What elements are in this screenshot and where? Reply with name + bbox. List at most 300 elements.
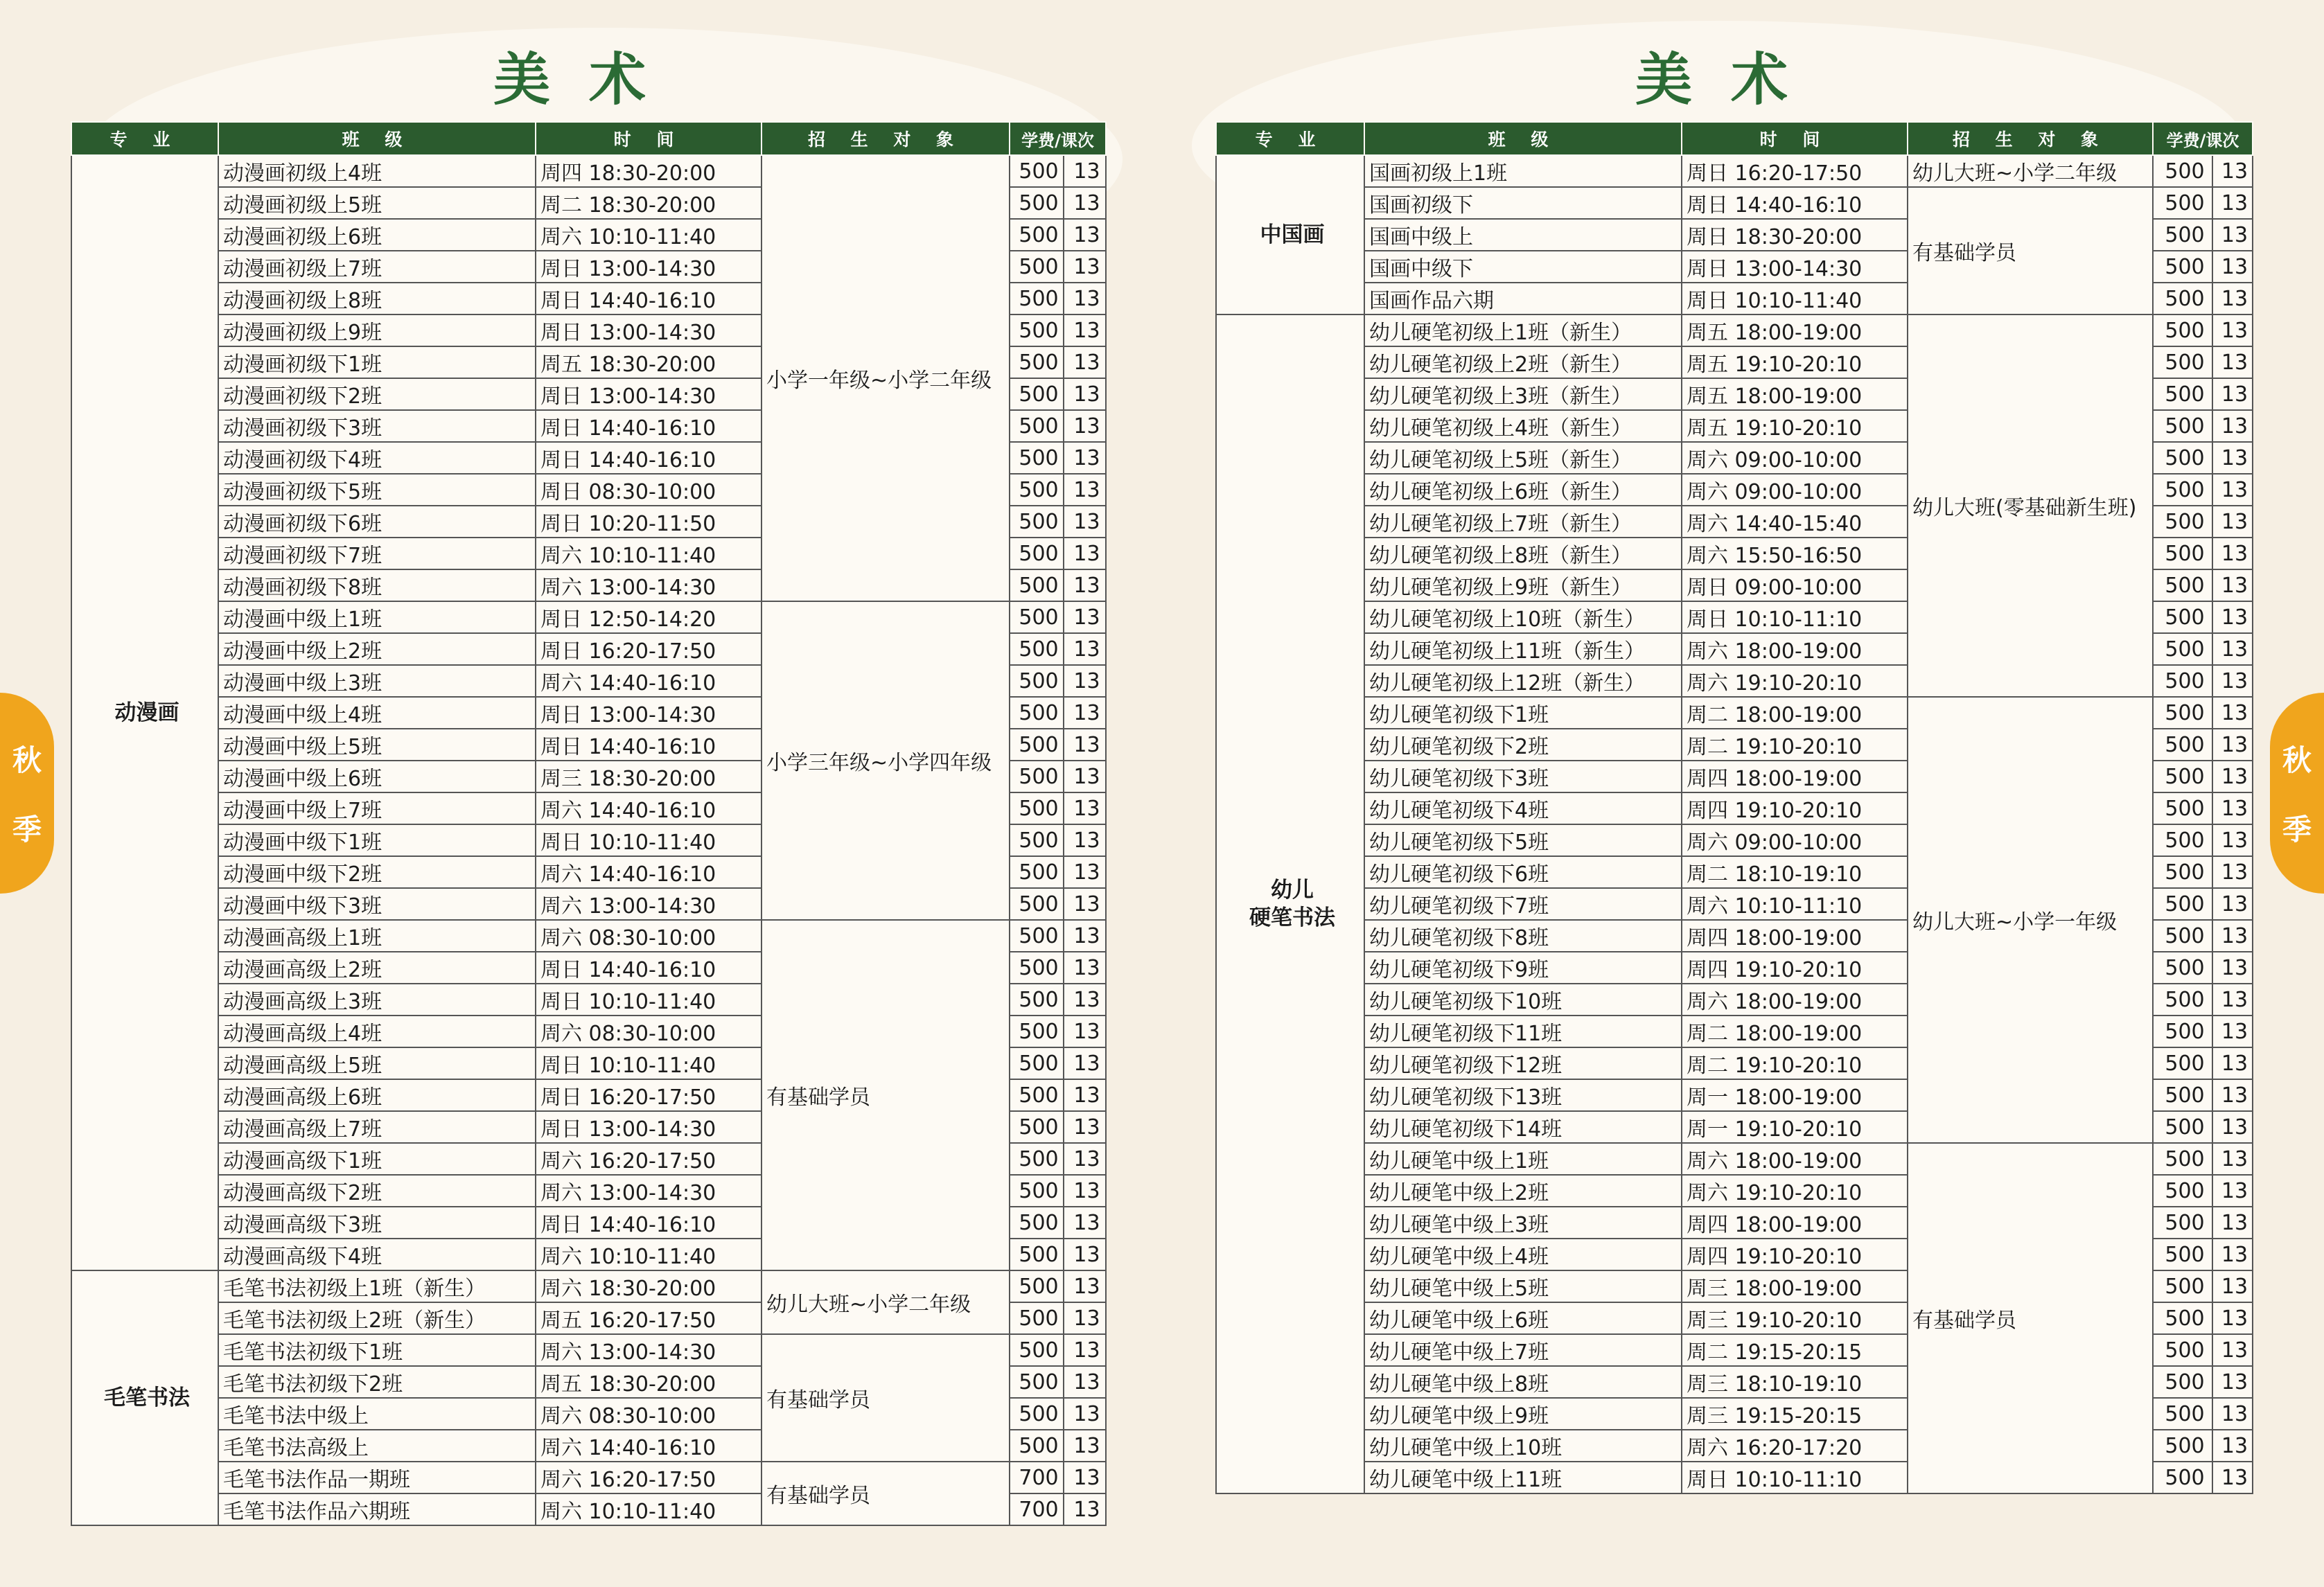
sessions-cell: 13 <box>1064 952 1106 984</box>
major-cell: 动漫画 <box>71 155 218 1270</box>
sessions-cell: 13 <box>1064 888 1106 920</box>
fee-cell: 500 <box>1010 346 1064 378</box>
fee-cell: 500 <box>2153 442 2212 474</box>
time-cell: 周二 18:30-20:00 <box>536 187 762 219</box>
time-cell: 周一 19:10-20:10 <box>1682 1111 1908 1143</box>
sessions-cell: 13 <box>2212 665 2253 697</box>
fee-cell: 500 <box>2153 1079 2212 1111</box>
time-cell: 周日 13:00-14:30 <box>1682 251 1908 283</box>
class-cell: 幼儿硬笔初级下13班 <box>1364 1079 1682 1111</box>
sessions-cell: 13 <box>1064 251 1106 283</box>
class-cell: 幼儿硬笔初级下10班 <box>1364 984 1682 1016</box>
major-cell: 幼儿 硬笔书法 <box>1216 314 1364 1493</box>
class-cell: 幼儿硬笔初级下5班 <box>1364 824 1682 856</box>
sessions-cell: 13 <box>2212 1175 2253 1207</box>
header-time: 时 间 <box>536 122 762 155</box>
sessions-cell: 13 <box>1064 155 1106 187</box>
fee-cell: 500 <box>1010 888 1064 920</box>
sessions-cell: 13 <box>2212 856 2253 888</box>
page-title-right: 美术 <box>1635 46 1826 113</box>
time-cell: 周日 12:50-14:20 <box>536 601 762 633</box>
sessions-cell: 13 <box>1064 729 1106 761</box>
class-cell: 幼儿硬笔初级上12班（新生） <box>1364 665 1682 697</box>
sessions-cell: 13 <box>1064 569 1106 601</box>
fee-cell: 500 <box>2153 283 2212 314</box>
fee-cell: 500 <box>2153 729 2212 761</box>
class-cell: 动漫画初级上4班 <box>218 155 536 187</box>
time-cell: 周六 14:40-16:10 <box>536 856 762 888</box>
sessions-cell: 13 <box>2212 378 2253 410</box>
class-cell: 幼儿硬笔中级上1班 <box>1364 1143 1682 1175</box>
time-cell: 周六 10:10-11:40 <box>536 538 762 569</box>
time-cell: 周日 10:10-11:40 <box>1682 283 1908 314</box>
class-cell: 幼儿硬笔中级上7班 <box>1364 1334 1682 1366</box>
time-cell: 周四 19:10-20:10 <box>1682 1239 1908 1270</box>
time-cell: 周六 08:30-10:00 <box>536 1398 762 1430</box>
fee-cell: 500 <box>1010 1143 1064 1175</box>
fee-cell: 500 <box>1010 952 1064 984</box>
sessions-cell: 13 <box>2212 1398 2253 1430</box>
class-cell: 毛笔书法作品六期班 <box>218 1493 536 1525</box>
fee-cell: 500 <box>1010 474 1064 506</box>
class-cell: 幼儿硬笔初级上1班（新生） <box>1364 314 1682 346</box>
time-cell: 周日 13:00-14:30 <box>536 697 762 729</box>
time-cell: 周二 19:15-20:15 <box>1682 1334 1908 1366</box>
time-cell: 周五 19:10-20:10 <box>1682 346 1908 378</box>
fee-cell: 500 <box>1010 920 1064 952</box>
time-cell: 周日 16:20-17:50 <box>1682 155 1908 187</box>
class-cell: 幼儿硬笔初级上5班（新生） <box>1364 442 1682 474</box>
header-class: 班 级 <box>218 122 536 155</box>
sessions-cell: 13 <box>1064 187 1106 219</box>
sessions-cell: 13 <box>1064 1493 1106 1525</box>
fee-cell: 500 <box>2153 1462 2212 1493</box>
fee-cell: 500 <box>2153 952 2212 984</box>
class-cell: 毛笔书法初级上1班（新生） <box>218 1270 536 1302</box>
time-cell: 周四 18:00-19:00 <box>1682 761 1908 792</box>
header-target: 招 生 对 象 <box>762 122 1010 155</box>
class-cell: 动漫画初级下6班 <box>218 506 536 538</box>
fee-cell: 700 <box>1010 1493 1064 1525</box>
sessions-cell: 13 <box>1064 378 1106 410</box>
class-cell: 动漫画高级上7班 <box>218 1111 536 1143</box>
class-cell: 动漫画初级上9班 <box>218 314 536 346</box>
table-row <box>1216 314 2253 346</box>
sessions-cell: 13 <box>1064 1175 1106 1207</box>
sessions-cell: 13 <box>1064 314 1106 346</box>
time-cell: 周日 14:40-16:10 <box>1682 187 1908 219</box>
fee-cell: 500 <box>2153 824 2212 856</box>
class-cell: 动漫画高级上1班 <box>218 920 536 952</box>
target-cell: 有基础学员 <box>762 920 1010 1270</box>
table-row <box>71 1462 1106 1493</box>
fee-cell: 500 <box>2153 1175 2212 1207</box>
class-cell: 幼儿硬笔初级上11班（新生） <box>1364 633 1682 665</box>
sessions-cell: 13 <box>1064 442 1106 474</box>
class-cell: 动漫画初级上6班 <box>218 219 536 251</box>
fee-cell: 500 <box>1010 665 1064 697</box>
page-title-left: 美术 <box>493 46 685 113</box>
major-cell: 毛笔书法 <box>71 1270 218 1525</box>
sessions-cell: 13 <box>2212 1079 2253 1111</box>
class-cell: 幼儿硬笔初级下2班 <box>1364 729 1682 761</box>
time-cell: 周六 10:10-11:40 <box>536 219 762 251</box>
class-cell: 毛笔书法作品一期班 <box>218 1462 536 1493</box>
time-cell: 周六 13:00-14:30 <box>536 1334 762 1366</box>
sessions-cell: 13 <box>1064 1430 1106 1462</box>
fee-cell: 500 <box>2153 187 2212 219</box>
table-row <box>1216 187 2253 219</box>
time-cell: 周日 14:40-16:10 <box>536 442 762 474</box>
fee-cell: 500 <box>1010 283 1064 314</box>
class-cell: 动漫画中级上6班 <box>218 761 536 792</box>
table-row <box>71 1334 1106 1366</box>
class-cell: 幼儿硬笔中级上2班 <box>1364 1175 1682 1207</box>
time-cell: 周三 18:30-20:00 <box>536 761 762 792</box>
sessions-cell: 13 <box>2212 1111 2253 1143</box>
sessions-cell: 13 <box>1064 1207 1106 1239</box>
class-cell: 幼儿硬笔中级上5班 <box>1364 1270 1682 1302</box>
fee-cell: 500 <box>1010 378 1064 410</box>
time-cell: 周日 13:00-14:30 <box>536 251 762 283</box>
class-cell: 动漫画高级上5班 <box>218 1047 536 1079</box>
header-fee-sessions: 学费/课次 <box>2153 122 2253 155</box>
fee-cell: 500 <box>2153 1016 2212 1047</box>
class-cell: 幼儿硬笔初级下7班 <box>1364 888 1682 920</box>
class-cell: 动漫画初级下1班 <box>218 346 536 378</box>
fee-cell: 500 <box>2153 984 2212 1016</box>
class-cell: 幼儿硬笔初级下11班 <box>1364 1016 1682 1047</box>
class-cell: 动漫画高级上4班 <box>218 1016 536 1047</box>
time-cell: 周三 18:10-19:10 <box>1682 1366 1908 1398</box>
sessions-cell: 13 <box>1064 474 1106 506</box>
fee-cell: 500 <box>1010 1239 1064 1270</box>
class-cell: 幼儿硬笔中级上11班 <box>1364 1462 1682 1493</box>
sessions-cell: 13 <box>2212 187 2253 219</box>
sessions-cell: 13 <box>1064 1016 1106 1047</box>
class-cell: 动漫画初级下7班 <box>218 538 536 569</box>
sessions-cell: 13 <box>1064 601 1106 633</box>
fee-cell: 500 <box>2153 1366 2212 1398</box>
fee-cell: 500 <box>2153 410 2212 442</box>
time-cell: 周二 18:10-19:10 <box>1682 856 1908 888</box>
table-row <box>71 920 1106 952</box>
time-cell: 周三 19:15-20:15 <box>1682 1398 1908 1430</box>
fee-cell: 500 <box>2153 346 2212 378</box>
time-cell: 周六 10:10-11:10 <box>1682 888 1908 920</box>
season-tab-right <box>2270 693 2324 894</box>
sessions-cell: 13 <box>2212 888 2253 920</box>
sessions-cell: 13 <box>2212 1302 2253 1334</box>
sessions-cell: 13 <box>2212 601 2253 633</box>
fee-cell: 500 <box>1010 1302 1064 1334</box>
sessions-cell: 13 <box>1064 1143 1106 1175</box>
sessions-cell: 13 <box>2212 824 2253 856</box>
sessions-cell: 13 <box>2212 283 2253 314</box>
table-row <box>71 155 1106 187</box>
table-header-row <box>71 122 1106 155</box>
class-cell: 幼儿硬笔初级下6班 <box>1364 856 1682 888</box>
season-tab-char: 季 <box>12 813 42 846</box>
fee-cell: 500 <box>1010 155 1064 187</box>
schedule-table-right <box>1215 121 2253 1494</box>
time-cell: 周六 18:00-19:00 <box>1682 633 1908 665</box>
fee-cell: 500 <box>1010 1430 1064 1462</box>
time-cell: 周日 10:10-11:40 <box>536 1047 762 1079</box>
sessions-cell: 13 <box>2212 251 2253 283</box>
target-cell: 小学三年级~小学四年级 <box>762 601 1010 920</box>
header-time: 时 间 <box>1682 122 1908 155</box>
time-cell: 周六 18:00-19:00 <box>1682 1143 1908 1175</box>
time-cell: 周日 14:40-16:10 <box>536 952 762 984</box>
fee-cell: 500 <box>1010 506 1064 538</box>
sessions-cell: 13 <box>2212 697 2253 729</box>
header-fee-sessions: 学费/课次 <box>1010 122 1106 155</box>
class-cell: 毛笔书法高级上 <box>218 1430 536 1462</box>
target-cell: 幼儿大班~小学一年级 <box>1908 697 2153 1143</box>
time-cell: 周日 14:40-16:10 <box>536 410 762 442</box>
fee-cell: 500 <box>1010 856 1064 888</box>
table-row <box>71 1270 1106 1302</box>
fee-cell: 500 <box>1010 824 1064 856</box>
sessions-cell: 13 <box>2212 1047 2253 1079</box>
fee-cell: 500 <box>1010 1207 1064 1239</box>
sessions-cell: 13 <box>1064 506 1106 538</box>
time-cell: 周二 19:10-20:10 <box>1682 729 1908 761</box>
class-cell: 幼儿硬笔中级上10班 <box>1364 1430 1682 1462</box>
target-cell: 幼儿大班~小学二年级 <box>762 1270 1010 1334</box>
header-target: 招 生 对 象 <box>1908 122 2153 155</box>
fee-cell: 500 <box>2153 569 2212 601</box>
time-cell: 周五 18:30-20:00 <box>536 1366 762 1398</box>
class-cell: 国画中级上 <box>1364 219 1682 251</box>
sessions-cell: 13 <box>1064 697 1106 729</box>
time-cell: 周四 18:00-19:00 <box>1682 1207 1908 1239</box>
class-cell: 动漫画中级下3班 <box>218 888 536 920</box>
time-cell: 周六 08:30-10:00 <box>536 920 762 952</box>
sessions-cell: 13 <box>1064 1366 1106 1398</box>
time-cell: 周六 10:10-11:40 <box>536 1493 762 1525</box>
time-cell: 周二 18:00-19:00 <box>1682 1016 1908 1047</box>
time-cell: 周六 10:10-11:40 <box>536 1239 762 1270</box>
table-body-left <box>71 155 1106 1525</box>
fee-cell: 500 <box>2153 378 2212 410</box>
sessions-cell: 13 <box>1064 1462 1106 1493</box>
target-cell: 幼儿大班(零基础新生班) <box>1908 314 2153 697</box>
fee-cell: 500 <box>2153 1207 2212 1239</box>
class-cell: 动漫画中级上1班 <box>218 601 536 633</box>
class-cell: 动漫画高级下1班 <box>218 1143 536 1175</box>
time-cell: 周四 18:30-20:00 <box>536 155 762 187</box>
table-body-right <box>1216 155 2253 1493</box>
time-cell: 周二 18:00-19:00 <box>1682 697 1908 729</box>
time-cell: 周六 09:00-10:00 <box>1682 824 1908 856</box>
class-cell: 毛笔书法中级上 <box>218 1398 536 1430</box>
sessions-cell: 13 <box>2212 792 2253 824</box>
target-cell: 有基础学员 <box>1908 1143 2153 1493</box>
sessions-cell: 13 <box>2212 1334 2253 1366</box>
sessions-cell: 13 <box>1064 219 1106 251</box>
sessions-cell: 13 <box>1064 1270 1106 1302</box>
header-major: 专 业 <box>1216 122 1364 155</box>
sessions-cell: 13 <box>2212 952 2253 984</box>
sessions-cell: 13 <box>1064 984 1106 1016</box>
class-cell: 毛笔书法初级下1班 <box>218 1334 536 1366</box>
class-cell: 动漫画高级下3班 <box>218 1207 536 1239</box>
class-cell: 动漫画初级下8班 <box>218 569 536 601</box>
fee-cell: 500 <box>1010 251 1064 283</box>
sessions-cell: 13 <box>1064 1302 1106 1334</box>
target-cell: 有基础学员 <box>762 1462 1010 1525</box>
fee-cell: 500 <box>2153 1143 2212 1175</box>
time-cell: 周六 19:10-20:10 <box>1682 665 1908 697</box>
time-cell: 周四 18:00-19:00 <box>1682 920 1908 952</box>
sessions-cell: 13 <box>2212 346 2253 378</box>
fee-cell: 500 <box>1010 1047 1064 1079</box>
fee-cell: 500 <box>2153 633 2212 665</box>
time-cell: 周日 16:20-17:50 <box>536 633 762 665</box>
fee-cell: 500 <box>2153 1239 2212 1270</box>
fee-cell: 500 <box>2153 1302 2212 1334</box>
class-cell: 动漫画中级上5班 <box>218 729 536 761</box>
sessions-cell: 13 <box>2212 1366 2253 1398</box>
fee-cell: 500 <box>2153 1430 2212 1462</box>
time-cell: 周五 16:20-17:50 <box>536 1302 762 1334</box>
fee-cell: 500 <box>1010 219 1064 251</box>
time-cell: 周日 13:00-14:30 <box>536 378 762 410</box>
class-cell: 动漫画初级上7班 <box>218 251 536 283</box>
class-cell: 幼儿硬笔初级上4班（新生） <box>1364 410 1682 442</box>
fee-cell: 500 <box>1010 761 1064 792</box>
fee-cell: 500 <box>1010 442 1064 474</box>
sessions-cell: 13 <box>1064 856 1106 888</box>
sessions-cell: 13 <box>2212 1462 2253 1493</box>
fee-cell: 500 <box>2153 1334 2212 1366</box>
fee-cell: 500 <box>2153 665 2212 697</box>
time-cell: 周六 16:20-17:20 <box>1682 1430 1908 1462</box>
class-cell: 幼儿硬笔初级下1班 <box>1364 697 1682 729</box>
class-cell: 毛笔书法初级上2班（新生） <box>218 1302 536 1334</box>
class-cell: 动漫画中级下2班 <box>218 856 536 888</box>
time-cell: 周六 14:40-16:10 <box>536 665 762 697</box>
time-cell: 周日 16:20-17:50 <box>536 1079 762 1111</box>
time-cell: 周日 14:40-16:10 <box>536 729 762 761</box>
fee-cell: 500 <box>1010 1016 1064 1047</box>
sessions-cell: 13 <box>1064 633 1106 665</box>
sessions-cell: 13 <box>1064 283 1106 314</box>
sessions-cell: 13 <box>1064 410 1106 442</box>
class-cell: 动漫画中级上7班 <box>218 792 536 824</box>
sessions-cell: 13 <box>2212 729 2253 761</box>
time-cell: 周日 10:10-11:10 <box>1682 1462 1908 1493</box>
time-cell: 周六 14:40-16:10 <box>536 1430 762 1462</box>
class-cell: 幼儿硬笔中级上6班 <box>1364 1302 1682 1334</box>
fee-cell: 500 <box>2153 1047 2212 1079</box>
target-cell: 小学一年级~小学二年级 <box>762 155 1010 601</box>
fee-cell: 500 <box>1010 569 1064 601</box>
sessions-cell: 13 <box>2212 155 2253 187</box>
fee-cell: 500 <box>2153 155 2212 187</box>
time-cell: 周五 18:30-20:00 <box>536 346 762 378</box>
sessions-cell: 13 <box>2212 633 2253 665</box>
fee-cell: 500 <box>2153 697 2212 729</box>
fee-cell: 500 <box>1010 697 1064 729</box>
fee-cell: 500 <box>1010 314 1064 346</box>
time-cell: 周日 13:00-14:30 <box>536 314 762 346</box>
fee-cell: 500 <box>2153 856 2212 888</box>
class-cell: 动漫画中级下1班 <box>218 824 536 856</box>
fee-cell: 500 <box>1010 1270 1064 1302</box>
class-cell: 幼儿硬笔初级下8班 <box>1364 920 1682 952</box>
class-cell: 动漫画高级上2班 <box>218 952 536 984</box>
sessions-cell: 13 <box>2212 1239 2253 1270</box>
sessions-cell: 13 <box>2212 1270 2253 1302</box>
time-cell: 周五 18:00-19:00 <box>1682 378 1908 410</box>
sessions-cell: 13 <box>1064 920 1106 952</box>
fee-cell: 500 <box>2153 761 2212 792</box>
fee-cell: 700 <box>1010 1462 1064 1493</box>
class-cell: 幼儿硬笔初级下12班 <box>1364 1047 1682 1079</box>
header-major: 专 业 <box>71 122 218 155</box>
sessions-cell: 13 <box>1064 1398 1106 1430</box>
target-cell: 幼儿大班~小学二年级 <box>1908 155 2153 187</box>
fee-cell: 500 <box>2153 601 2212 633</box>
class-cell: 毛笔书法初级下2班 <box>218 1366 536 1398</box>
sessions-cell: 13 <box>2212 219 2253 251</box>
fee-cell: 500 <box>1010 601 1064 633</box>
header-class: 班 级 <box>1364 122 1682 155</box>
time-cell: 周六 15:50-16:50 <box>1682 538 1908 569</box>
sessions-cell: 13 <box>2212 1207 2253 1239</box>
time-cell: 周日 09:00-10:00 <box>1682 569 1908 601</box>
fee-cell: 500 <box>1010 1079 1064 1111</box>
fee-cell: 500 <box>1010 1366 1064 1398</box>
class-cell: 国画中级下 <box>1364 251 1682 283</box>
class-cell: 国画初级上1班 <box>1364 155 1682 187</box>
table-row <box>71 601 1106 633</box>
fee-cell: 500 <box>1010 1334 1064 1366</box>
time-cell: 周日 18:30-20:00 <box>1682 219 1908 251</box>
class-cell: 幼儿硬笔初级下4班 <box>1364 792 1682 824</box>
sessions-cell: 13 <box>2212 1430 2253 1462</box>
target-cell: 有基础学员 <box>1908 187 2153 314</box>
time-cell: 周六 09:00-10:00 <box>1682 474 1908 506</box>
time-cell: 周五 19:10-20:10 <box>1682 410 1908 442</box>
fee-cell: 500 <box>1010 1175 1064 1207</box>
time-cell: 周六 14:40-15:40 <box>1682 506 1908 538</box>
class-cell: 国画初级下 <box>1364 187 1682 219</box>
fee-cell: 500 <box>1010 633 1064 665</box>
time-cell: 周日 08:30-10:00 <box>536 474 762 506</box>
time-cell: 周六 13:00-14:30 <box>536 569 762 601</box>
class-cell: 幼儿硬笔初级下9班 <box>1364 952 1682 984</box>
sessions-cell: 13 <box>2212 506 2253 538</box>
class-cell: 动漫画中级上4班 <box>218 697 536 729</box>
fee-cell: 500 <box>2153 219 2212 251</box>
fee-cell: 500 <box>2153 1270 2212 1302</box>
time-cell: 周三 18:00-19:00 <box>1682 1270 1908 1302</box>
fee-cell: 500 <box>2153 474 2212 506</box>
class-cell: 动漫画高级下2班 <box>218 1175 536 1207</box>
sessions-cell: 13 <box>2212 474 2253 506</box>
time-cell: 周日 10:20-11:50 <box>536 506 762 538</box>
sessions-cell: 13 <box>1064 1047 1106 1079</box>
class-cell: 动漫画初级下2班 <box>218 378 536 410</box>
sessions-cell: 13 <box>1064 665 1106 697</box>
time-cell: 周六 19:10-20:10 <box>1682 1175 1908 1207</box>
class-cell: 动漫画中级上2班 <box>218 633 536 665</box>
fee-cell: 500 <box>2153 506 2212 538</box>
